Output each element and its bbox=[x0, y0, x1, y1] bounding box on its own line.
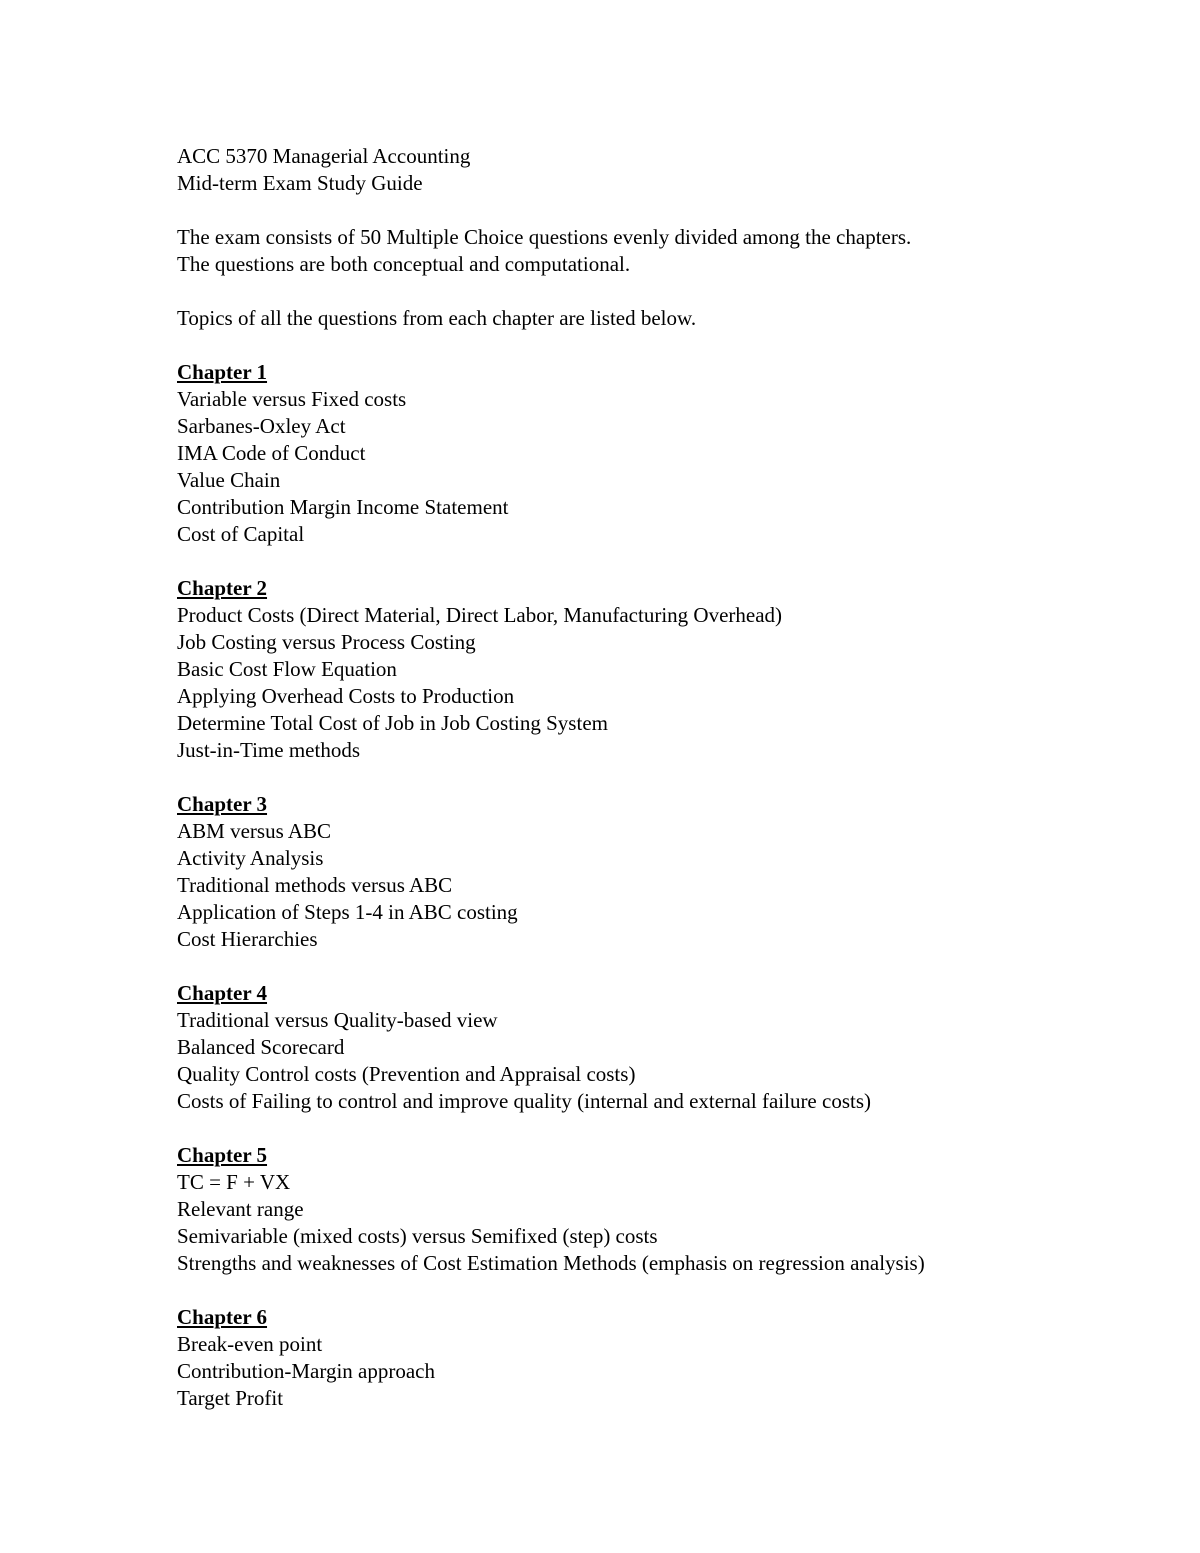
topic-item: Target Profit bbox=[177, 1386, 284, 1410]
chapter-heading: Chapter 1 bbox=[177, 360, 268, 384]
intro-line-1: The exam consists of 50 Multiple Choice questions evenly divided among the chapters. bbox=[177, 225, 912, 249]
topic-item: Balanced Scorecard bbox=[177, 1035, 345, 1059]
topic-item: Traditional methods versus ABC bbox=[177, 873, 453, 897]
chapter-section bbox=[177, 359, 1137, 548]
topic-item: Contribution Margin Income Statement bbox=[177, 495, 509, 519]
topic-item: TC = F + VX bbox=[177, 1170, 291, 1194]
topic-item: Cost of Capital bbox=[177, 522, 305, 546]
topic-item: Basic Cost Flow Equation bbox=[177, 657, 397, 681]
chapter-heading: Chapter 6 bbox=[177, 1305, 268, 1329]
course-title: ACC 5370 Managerial Accounting bbox=[177, 144, 471, 168]
intro-line-2: The questions are both conceptual and computational. bbox=[177, 252, 631, 276]
topic-item: Application of Steps 1-4 in ABC costing bbox=[177, 900, 518, 924]
topic-item: Value Chain bbox=[177, 468, 281, 492]
chapter-section bbox=[177, 980, 1137, 1115]
topic-item: Applying Overhead Costs to Production bbox=[177, 684, 515, 708]
chapter-section bbox=[177, 791, 1137, 953]
topic-item: Break-even point bbox=[177, 1332, 323, 1356]
topic-item: Contribution-Margin approach bbox=[177, 1359, 435, 1383]
chapter-heading: Chapter 5 bbox=[177, 1143, 268, 1167]
topic-item: Relevant range bbox=[177, 1197, 304, 1221]
chapter-section bbox=[177, 1304, 1137, 1412]
chapter-section bbox=[177, 1142, 1137, 1277]
topic-item: IMA Code of Conduct bbox=[177, 441, 366, 465]
topic-item: Quality Control costs (Prevention and Appraisal costs) bbox=[177, 1062, 636, 1086]
chapter-heading: Chapter 3 bbox=[177, 792, 268, 816]
topic-item: Product Costs (Direct Material, Direct Labor, Manufacturing Overhead) bbox=[177, 603, 783, 627]
topic-item: Job Costing versus Process Costing bbox=[177, 630, 476, 654]
topic-item: Determine Total Cost of Job in Job Costing System bbox=[177, 711, 608, 735]
spacer bbox=[177, 278, 1137, 305]
document-subtitle: Mid-term Exam Study Guide bbox=[177, 171, 423, 195]
topic-item: Variable versus Fixed costs bbox=[177, 387, 407, 411]
spacer bbox=[177, 197, 1137, 224]
spacer bbox=[177, 332, 1137, 359]
topic-item: Traditional versus Quality-based view bbox=[177, 1008, 498, 1032]
chapter-list bbox=[177, 359, 1137, 1412]
topic-item: Just-in-Time methods bbox=[177, 738, 360, 762]
document-page bbox=[177, 143, 1137, 1412]
chapter-heading: Chapter 2 bbox=[177, 576, 268, 600]
topic-item: Activity Analysis bbox=[177, 846, 324, 870]
topic-item: ABM versus ABC bbox=[177, 819, 332, 843]
topic-item: Sarbanes-Oxley Act bbox=[177, 414, 346, 438]
chapter-heading: Chapter 4 bbox=[177, 981, 268, 1005]
topics-note: Topics of all the questions from each chapter are listed below. bbox=[177, 306, 697, 330]
topic-item: Cost Hierarchies bbox=[177, 927, 318, 951]
topic-item: Semivariable (mixed costs) versus Semifixed (step) costs bbox=[177, 1224, 658, 1248]
chapter-section bbox=[177, 575, 1137, 764]
topic-item: Strengths and weaknesses of Cost Estimation Methods (emphasis on regression analysis) bbox=[177, 1251, 925, 1275]
topic-item: Costs of Failing to control and improve quality (internal and external failure costs) bbox=[177, 1089, 871, 1113]
